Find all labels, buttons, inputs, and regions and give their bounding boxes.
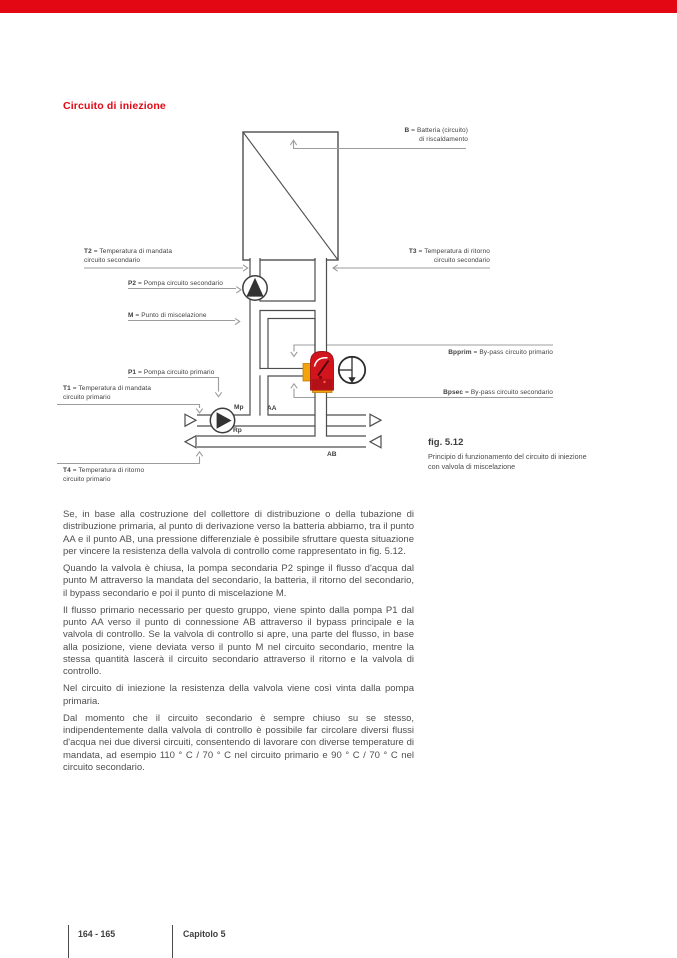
footer-page-range: 164 - 165 — [78, 929, 116, 939]
pump-secondary-icon — [243, 276, 267, 300]
label-t2: T2 = Temperatura di mandata circuito secondario — [84, 248, 173, 265]
label-p2: P2 = Pompa circuito secondario — [128, 280, 223, 287]
label-bpsec: Bpsec = By-pass circuito secondario — [443, 388, 553, 396]
body-paragraph: Quando la valvola è chiusa, la pompa secondaria P2 spinge il flusso d'acqua dal punto M attraverso la mandata del secondario, la batteria, il ritorno del secondario, il bypass secondario e poi il punto di miscelazione M. — [63, 563, 414, 599]
node-label-mp: Mp — [234, 404, 244, 411]
node-label-rp: Rp — [233, 426, 242, 434]
body-paragraph: Dal momento che il circuito secondario è sempre chiuso su se stesso, indipendentemente dalla valvola di controllo è possibile far circolare diversi flussi d'acqua nei due diversi circuiti, consentendo di lavorare con diverse temperature di mandata, ad esempio 110 ° C / 70 ° C nel circuito primario e 90 ° C / 70 ° C nel circuito secondario. — [63, 712, 414, 773]
label-t4: T4 = Temperatura di ritorno circuito primario — [63, 466, 145, 483]
label-m: M = Punto di miscelazione — [128, 312, 207, 319]
node-label-ab: AB — [327, 450, 337, 458]
label-batteria: B = Batteria (circuito) di riscaldamento — [404, 127, 468, 144]
figure-number: fig. 5.12 — [428, 437, 464, 448]
actuator-icon — [339, 357, 365, 383]
battery-symbol — [243, 132, 338, 260]
body-paragraph: Se, in base alla costruzione del collettore di distribuzione o della tubazione di distribuzione primaria, al punto di derivazione verso la batteria abbiamo, tra il punto AA e il punto AB, una pressione differenziale è possibile sfruttare questa situazione per vincere la resistenza della valvola di controllo come rappresentato in fig. 5.12. — [63, 509, 414, 557]
footer-divider — [68, 925, 69, 958]
figure-caption: fig. 5.12 Principio di funzionamento del circuito di iniezione con valvola di miscelazione — [428, 437, 587, 471]
pump-primary-icon — [210, 408, 234, 432]
body-text — [63, 509, 414, 779]
body-paragraph: Il flusso primario necessario per questo gruppo, viene spinto dalla pompa P1 dal punto AA verso il punto di connessione AB attraverso il bypass principale e la valvola di controllo. Se la valvola di controllo si apre, una parte del flusso, in base alla posizione, viene deviata verso il punto M nel circuito secondario, mentre la stessa quantità lascerà il circuito secondario attraverso il ritorno e la valvola di controllo. — [63, 604, 414, 677]
label-p1: P1 = Pompa circuito primario — [128, 369, 215, 376]
node-label-aa: AA — [267, 404, 277, 412]
body-paragraph: Nel circuito di iniezione la resistenza della valvola viene così vinta dalla pompa primaria. — [63, 683, 414, 707]
footer-chapter: Capitolo 5 — [183, 929, 226, 939]
label-t1: T1 = Temperatura di mandata circuito primario — [63, 384, 152, 401]
page-title: Circuito di iniezione — [63, 100, 166, 112]
label-bpprim: Bpprim = By-pass circuito primario — [448, 349, 553, 356]
mixing-valve-icon — [303, 352, 334, 393]
label-t3: T3 = Temperatura di ritorno circuito secondario — [408, 248, 490, 265]
footer-divider — [172, 925, 173, 958]
